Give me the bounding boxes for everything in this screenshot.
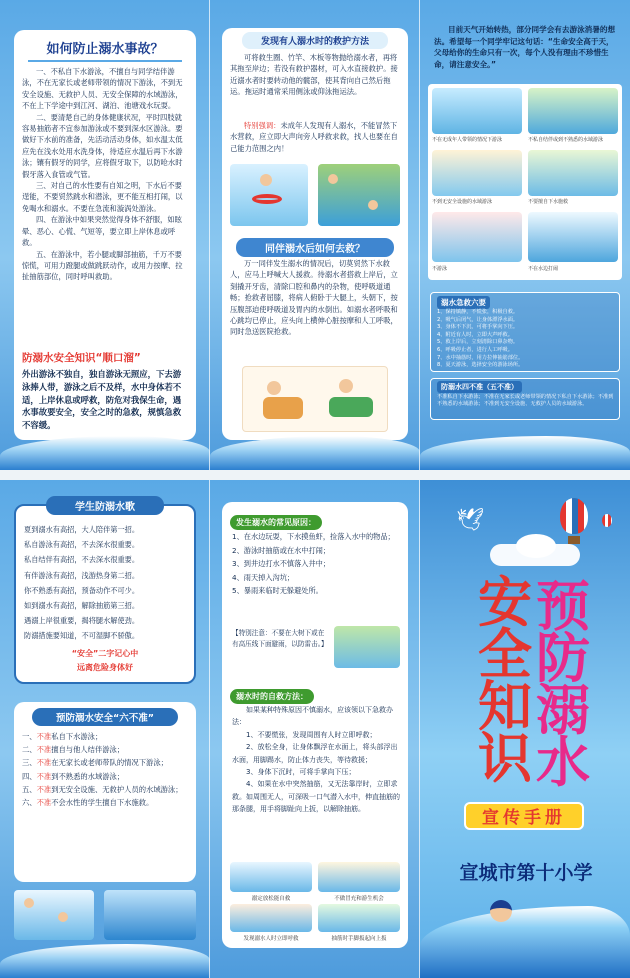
brochure-outside <box>0 480 630 978</box>
song-line: 私自游泳有高招，不去深水很重要。 <box>24 540 140 550</box>
person-icon <box>260 174 272 186</box>
rules-box-text: 不准私自下水游泳；不准在无家长或老师带领的情况下私自下水游泳；不准到不熟悉的水域游泳；不准到无安全设施、无救护人员的水域游泳。 <box>437 394 614 408</box>
song-line: 私自结伴有高招，不去深水很重要。 <box>24 555 140 565</box>
picture-caption: 不在无成年人带领的情况下游泳 <box>432 137 503 143</box>
rule-text: 不会水性的学生擅自下水施救。 <box>51 798 154 808</box>
six-rules-title: 预防溺水安全“六不准” <box>32 708 178 726</box>
selfhelp-caption: 抽筋时手脚扳起向上扳 <box>331 936 387 942</box>
rule-number: 四、 <box>22 771 37 781</box>
rescue-illustration <box>318 164 400 226</box>
selfhelp-header <box>230 684 314 704</box>
waterfront-illustration <box>104 890 196 940</box>
victim-body <box>329 397 373 417</box>
selfhelp-text <box>232 704 400 816</box>
rules-box-title: 防溺水四不准（五不准） <box>437 381 522 393</box>
picture-5 <box>432 212 522 262</box>
rule-keyword: 不准 <box>36 758 52 768</box>
picture-6 <box>528 212 618 262</box>
panel-cover <box>420 480 630 978</box>
cover-title-char: 识 <box>478 727 532 790</box>
song-lines <box>24 522 186 644</box>
selfhelp-picture <box>318 862 400 892</box>
rule-keyword: 不准 <box>36 784 52 794</box>
six-rules-list <box>22 730 186 809</box>
rule-number: 二、 <box>22 745 37 755</box>
rules-box <box>430 378 620 420</box>
rule-text: 到不熟悉的水域游泳； <box>51 771 125 781</box>
cover-waves <box>420 906 630 978</box>
rule-keyword: 不准 <box>36 745 52 755</box>
prevention-para: 二、要清楚自己的身体健康状况，平时四肢就容易抽筋者不宜参加游泳或不要到深水区游泳。要做好下水前的准备，先活动活动身体，如水温太低应先在浅水处用水洗身体，待适应水温后再下水游泳；镶有假牙的同学，应将假牙取下，以防呛水时假牙落入食管或气管。 <box>22 112 183 179</box>
rescuer-body <box>263 397 303 419</box>
waves-decoration <box>0 944 210 978</box>
prevention-text <box>22 66 188 283</box>
prevention-para: 五、在游泳中，若小腿或脚部抽筋，千万不要惊慌，可用力蹬腿或做跳跃动作，或用力按摩、拉扯抽筋部位，同时呼叫救助。 <box>22 249 183 282</box>
special-text: 未成年人发现有人溺水，不能冒然下水营救，应立即大声向旁人呼救求救，找人也要在自己能力范围之内！ <box>230 121 398 153</box>
selfhelp-picture <box>230 904 312 932</box>
rule-keyword: 不准 <box>36 798 52 808</box>
rule-number: 五、 <box>22 784 37 794</box>
school-name: 宣城市第十小学 <box>459 862 593 884</box>
first-aid-illustration <box>242 366 388 432</box>
song-line: 你不熟悉有高招，预备动作不可少。 <box>24 585 140 595</box>
rule-number: 三、 <box>22 758 37 768</box>
picture-caption: 不到无安全设施的水域游泳 <box>432 199 493 205</box>
picture-caption: 不游泳 <box>432 266 448 272</box>
song-title: 学生防溺水歌 <box>46 496 164 515</box>
rule-text: 到无安全设施、无救护人员的水域游泳； <box>51 784 183 794</box>
rule-item <box>22 730 186 743</box>
panel-song <box>0 480 210 978</box>
rescuer-icon <box>339 379 353 393</box>
rescue-card <box>222 28 408 440</box>
swimmers-illustration <box>14 890 94 940</box>
cover-title-char: 安 <box>478 571 532 634</box>
special-label: 特别强调： <box>244 121 281 130</box>
song-line: 有伴游泳有高招，浅游热身第二招。 <box>24 570 140 580</box>
cover-title-char: 溺 <box>536 679 590 742</box>
rule-item <box>22 770 186 783</box>
selfhelp-caption: 不做冒充和游生机会 <box>334 896 384 902</box>
selfhelp-item: 1、不要慌张，发现周围有人时立即呼救； <box>246 730 377 739</box>
causes-list <box>232 530 400 598</box>
hot-air-balloon-icon <box>560 498 588 534</box>
selfhelp-item: 如果某种特殊原因不慎溺水，应该领以下急救办法： <box>232 706 393 727</box>
first-aid-item: 2、吸气后闭气，让身体漂浮水面。 <box>437 316 519 323</box>
cause-item: 5、暴雨来临时无躲避处所。 <box>232 586 323 596</box>
first-aid-item: 5、救上岸后，立刻清除口鼻杂物。 <box>437 339 519 346</box>
waves-decoration <box>0 436 210 470</box>
picture-4 <box>528 150 618 196</box>
rule-item <box>22 796 186 809</box>
cover-title-char: 防 <box>536 627 590 690</box>
weather-illustration <box>334 626 400 668</box>
cloud-decoration <box>516 534 556 558</box>
selfhelp-picture <box>230 862 312 892</box>
cover-title-char: 预 <box>536 575 590 638</box>
rule-item <box>22 743 186 756</box>
first-aid-item: 8、夏天游泳，选择安全的游泳场所。 <box>437 362 524 369</box>
picture-caption: 不在水边打闹 <box>528 266 559 272</box>
panel-tips <box>420 0 630 470</box>
rule-text: 在无家长或老师带队的情况下游泳； <box>51 758 168 768</box>
cause-item: 1、在水边玩耍，下水摸鱼虾，捡落入水中的物品； <box>232 532 395 541</box>
first-aid-item: 6、呼吸停止者，进行人工呼吸。 <box>437 346 513 353</box>
companion-rescue-text: 万一同伴发生溺水的情况后，切莫贸然下水救人，应马上呼喊大人援救。待溺水者搭救上岸后，立刻撬开牙齿，清除口腔和鼻内的杂物，使呼吸道通畅；抢救者屈膝，将病人俯卧于大腿上，头朝下，按压腹部迫使呼吸道及胃内的水倒出。如溺水者呼吸和心跳均已停止，应头向上横伸心脏按摩和人工呼吸，同时急送医院抢救。 <box>230 259 398 337</box>
safety-pictures <box>428 84 622 280</box>
jingle-title: 防溺水安全知识“顺口溜” <box>22 352 141 364</box>
song-line: 防溺措施要知道，不可湿脚不骄傲。 <box>24 631 140 641</box>
first-aid-item: 1、保持镇静，不慌张，积极自救。 <box>437 309 519 315</box>
balloon-basket-icon <box>568 536 580 544</box>
first-aid-item: 3、身体不下沉，可将手掌向下压。 <box>437 324 519 331</box>
picture-2 <box>528 88 618 134</box>
selfhelp-picture <box>318 904 400 932</box>
cover-title-char: 知 <box>478 675 532 738</box>
picture-caption: 不私自结伴或到不熟悉的水域游泳 <box>528 137 604 143</box>
song-line: 如到溺水有高招，解除抽筋第三招。 <box>24 601 140 611</box>
swimmer-icon <box>490 900 512 922</box>
lightning-tip: 【特别注意：不要在大树下或在有高压线下面避雨，以防雷击。】 <box>232 629 328 648</box>
rescue-intro: 可将救生圈、竹竿、木板等物抛给溺水者，再将其拖至岸边；若没有救护器材，可入水直接救护。接近溺水者时要转动他的髋部，使其背向自己然后拖运。拖运时通常采用侧泳或仰泳拖运法。 <box>230 53 398 97</box>
causes-title: 发生溺水的常见原因： <box>230 515 322 530</box>
cause-item: 2、游泳时抽筋或在水中打闹； <box>232 545 331 555</box>
panel-prevention <box>0 0 210 470</box>
dove-icon: 🕊 <box>456 508 484 533</box>
small-balloon-icon <box>602 514 612 527</box>
cause-item: 3、到井边打水不慎落入井中； <box>232 559 331 569</box>
rule-keyword: 不准 <box>36 732 52 741</box>
causes-header <box>230 510 322 530</box>
brochure-inside <box>0 0 630 470</box>
jingle-text: 外出游泳不独自，独自游泳无照应，下去游泳捧人带，游泳之后不及样，水中身体若不适，上岸休息或呼救，防危对我保生命，遇水事故要安全，安全之时的急救，规慎急救不容缓。 <box>22 369 182 431</box>
rule-keyword: 不准 <box>36 771 52 781</box>
selfhelp-item: 3、身体下沉时，可将手掌向下压； <box>246 768 356 777</box>
cause-item: 4、雨天掉入沟坑； <box>232 572 295 582</box>
rescue-method-title: 发现有人溺水时的救护方法 <box>242 32 388 49</box>
rule-item <box>22 783 186 796</box>
tips-intro: 目前天气开始转热，部分同学会有去游泳消暑的想法。希望每一个同学牢记这句话：“生命安全高于天，父母给你的生命只有一次，每个人没有理由不珍惜生命，请注意安全。” <box>434 25 616 69</box>
selfhelp-caption: 溺定放松能自救 <box>251 896 291 902</box>
prevention-card <box>14 30 196 440</box>
song-motto-2: 远离危险身体好 <box>77 663 133 672</box>
brochure-badge: 宣传手册 <box>464 802 584 830</box>
rule-text: 擅自与他人结伴游泳； <box>51 745 125 755</box>
rule-text: 私自下水游泳； <box>51 732 103 741</box>
rule-item <box>22 756 186 769</box>
waves-decoration <box>210 436 420 470</box>
song-line: 夏到溺水有高招，大人陪伴第一招。 <box>24 525 140 534</box>
prevention-para: 三、对自己的水性要有自知之明，下水后不要逞能，不要贸然跳水和潜泳，更不能互相打闹，以免喝水和溺水。不要在急流和漩涡处游泳。 <box>22 181 183 213</box>
rescuer-icon <box>267 381 281 395</box>
cover-title-char: 全 <box>478 623 532 686</box>
panel-causes <box>210 480 420 978</box>
prevention-title: 如何防止溺水事故？ <box>28 38 182 62</box>
song-motto: “安全”二字记心中 <box>71 649 139 658</box>
cover-title-char: 水 <box>536 731 590 794</box>
causes-card <box>222 502 408 948</box>
selfhelp-item: 4、如果在水中突然抽筋，又无法靠岸时，立即求救。如周围无人，可深吸一口气潜入水中，伸直抽筋的那条腿，用手将脚趾向上扳，以解除抽筋。 <box>232 780 400 814</box>
song-line: 遇溺上岸很重要，揭将腿水解使劲。 <box>24 616 140 626</box>
picture-3 <box>432 150 522 196</box>
rule-number: 六、 <box>22 798 37 808</box>
first-aid-box <box>430 292 620 372</box>
picture-1 <box>432 88 522 134</box>
picture-caption: 不要擅自下水施救 <box>528 199 569 205</box>
first-aid-item: 4、附近有人时，立即大声呼救。 <box>437 331 513 338</box>
person-icon <box>328 174 338 184</box>
waves-decoration <box>420 436 630 470</box>
first-aid-box-title: 溺水急救六要 <box>437 296 490 309</box>
lifebuoy-icon <box>252 194 282 204</box>
song-card <box>14 504 196 684</box>
selfhelp-title: 溺水时的自救方法： <box>230 689 314 704</box>
six-rules-card <box>14 702 196 882</box>
first-aid-list <box>437 309 617 370</box>
companion-rescue-title: 同伴溺水后如何去救？ <box>236 238 394 257</box>
selfhelp-item: 2、放松全身，让身体飘浮在水面上，将头部浮出水面，用脚踢水，防止体力丧失，等待救援； <box>232 743 398 764</box>
prevention-para: 四、在游泳中如果突然觉得身体不舒服，如眩晕、恶心、心慌、气短等，要立即上岸休息或呼救。 <box>22 215 182 248</box>
special-note <box>230 120 400 154</box>
rule-number: 一、 <box>22 732 37 741</box>
swimmer-icon <box>24 898 34 908</box>
first-aid-item: 7、水中抽筋时，用力拉伸抽筋部位。 <box>437 354 524 361</box>
panel-rescue <box>210 0 420 470</box>
selfhelp-caption: 发现溺水人时立即呼救 <box>243 936 299 942</box>
swimmer-icon <box>58 912 68 922</box>
rescue-illustration <box>230 164 308 226</box>
swimmer-icon <box>368 200 378 210</box>
prevention-para: 一、不私自下水游泳，不擅自与同学结伴游泳，不在无家长或老师带领的情况下游泳，不到无安全设施、无救护人员、无安全保障的水域游泳，不在上下学途中到江河、湖泊、池塘戏水玩耍。 <box>22 67 183 111</box>
